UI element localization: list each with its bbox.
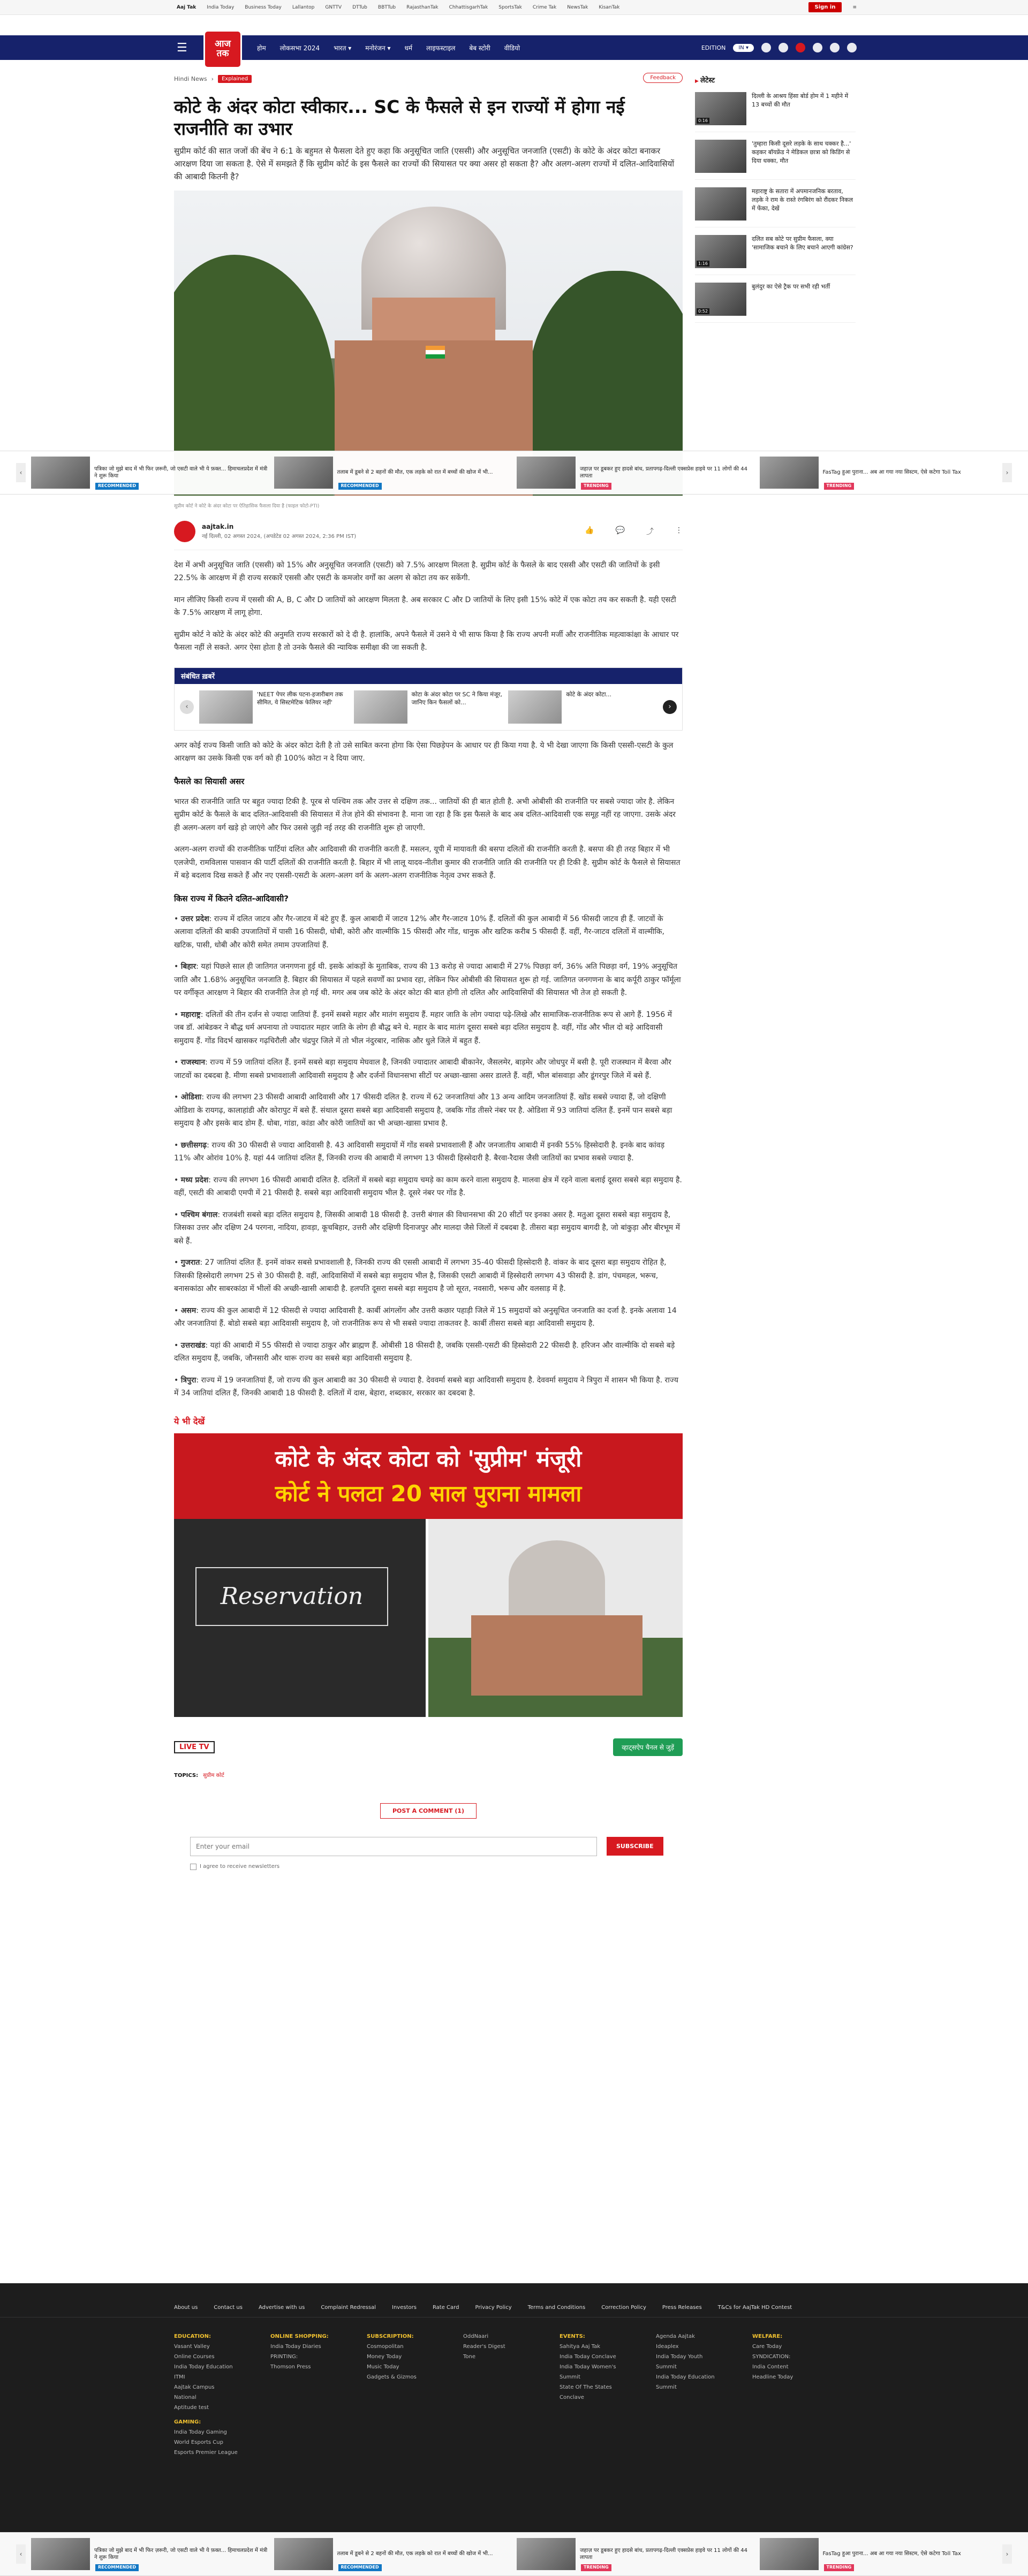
state-name: उत्तर प्रदेश — [180, 914, 209, 923]
footer-item[interactable]: Sahitya Aaj Tak — [560, 2344, 601, 2350]
footer-item[interactable]: India Today Education — [174, 2364, 233, 2370]
footer-item[interactable]: India Today Diaries — [270, 2344, 321, 2350]
footer-column — [752, 2327, 817, 2458]
strip-prev-button[interactable]: ‹ — [16, 463, 26, 482]
sponsored-text: तलाब में डूबने से 2 बहनों की मौत, एक लड़के को रात में बच्चों की खोज में भी... — [337, 469, 493, 476]
logo-line: तक — [216, 48, 229, 59]
user-icon[interactable] — [813, 43, 822, 52]
paragraph: अगर कोई राज्य किसी जाति को कोटे के अंदर कोटा देती है तो उसे साबित करना होगा कि ऐसा पिछड़ेपन के आधार पर ही किया गया है. ये भी देखा जाएगा कि किसी एससी-एसटी के कुल आरक्षण का उसके किसी एक वर्ग को ही 100% कोटा न दे दिया जाए. — [174, 741, 674, 763]
state-text: राज्य में दलित जाटव और गैर-जाटव में बंटे हुए हैं. कुल आबादी में जाटव 12% और गैर-जाटव 10% हैं. दलितों की कुल आबादी में 56 फीसदी जाटव ही हैं. जाटवों के अलावा दलितों की बाकी उपजातियों में पासी 16 फीसदी, धोबी, कोरी और वाल्मीकि 15 फीसदी और गोंड, धानुक और खटिक करीब 5 फीसदी हैं. वहीं, गैर-जाटव दलितों में वाल्मीकि, खटिक, पासी, धोबी और कोरी समेत तमाम उपजातियां हैं. — [174, 914, 664, 949]
topics — [174, 1771, 683, 1779]
related-headline: कोटा के अंदर कोटा पर SC ने किया मंजूर, जानिए किन फैसलों को... — [411, 690, 502, 706]
recommended-badge: RECOMMENDED — [95, 2564, 139, 2571]
topics-label: TOPICS: — [174, 1772, 199, 1779]
aajtak-logo[interactable] — [203, 30, 242, 69]
nav-item-lifestyle[interactable]: लाइफस्टाइल — [426, 44, 456, 52]
source-name[interactable]: aajtak.in — [202, 523, 234, 530]
nav-item-entertainment[interactable]: मनोरंजन ▾ — [365, 44, 391, 52]
comment-icon[interactable]: 💬 — [615, 526, 625, 535]
state-paragraph: • राजस्थान: राज्य में 59 जातियां दलित हैं. इनमें सबसे बड़ा समुदाय मेघवाल है, जिनकी ज्यादातर आबादी बीकानेर, जैसलमेर, बाड़मेर और जोधपुर में बसी है. पूरी राजस्थान में बैरवा और जाटवों का दबदबा है. मीणा सबसे प्रभावशाली आदिवासी समुदाय है और दर्जनों विधानसभा सीटों पर अच्छा-खासा असर डालते हैं. वहीं, भील बांसवाड़ा और डूंगरपुर जिले में बसे हैं. — [174, 1058, 671, 1080]
source-avatar — [174, 521, 195, 542]
latest-item[interactable] — [695, 283, 856, 323]
footer-item[interactable]: India Today Gaming — [174, 2429, 227, 2435]
network-link[interactable]: DTTub — [352, 4, 367, 10]
latest-thumbnail — [695, 235, 746, 268]
sponsored-card[interactable] — [31, 455, 269, 490]
edition-label: EDITION — [701, 44, 726, 51]
footer-column — [270, 2327, 335, 2458]
footer-item[interactable]: India Content — [752, 2364, 789, 2370]
footer-item[interactable]: State Of The States Conclave — [560, 2384, 612, 2400]
state-name: पश्चिम बंगाल — [180, 1210, 218, 1219]
state-paragraph: • त्रिपुरा: राज्य में 19 जनजातियां हैं, जो राज्य की कुल आबादी का 30 फीसदी से ज्यादा है. देववर्मा सबसे बड़ा आदिवासी समुदाय है. देववर्मा समुदाय ने त्रिपुरा में शासन भी किया है. राज्य में 34 जातियां दलित हैं, जिनकी आबादी 18 फीसदी है. दलितों में दास, बेहारा, शब्दकार, सरकार का दबदबा है. — [174, 1376, 678, 1397]
sponsored-card[interactable] — [760, 2537, 997, 2571]
footer-columns — [0, 2317, 1028, 2458]
state-text: यहां की आबादी में 55 फीसदी से ज्यादा ठाकुर और ब्राह्मण हैं. ओबीसी 18 फीसदी है, जबकि एससी-एसटी की हिस्सेदारी 22 फीसदी है. हरिजन और वाल्मीकि दो सबसे बड़े दलित समुदाय हैं, जबकि, जौनसारी और थारू राज्य का सबसे बड़ा आदिवासी समुदाय है. — [174, 1341, 675, 1363]
sponsored-card[interactable] — [274, 455, 512, 490]
sponsored-strip-bottom — [0, 2532, 1028, 2576]
footer-item[interactable]: Tone — [463, 2354, 476, 2360]
latest-headline: महाराष्ट्र के सतारा में अपमानजनिक बरताव, लड़के ने राम के रास्ते रंगबिरंग को रौंदकर निकल में फेंका, देखें — [752, 188, 853, 212]
states-list — [174, 913, 683, 1400]
network-link[interactable]: GNTTV — [325, 4, 342, 10]
video-duration: 1:16 — [697, 261, 709, 267]
menu-icon[interactable]: ≡ — [852, 4, 857, 10]
explainer-badge[interactable]: Explained — [218, 75, 252, 83]
feedback-button[interactable]: Feedback — [643, 73, 683, 83]
article-column — [174, 75, 683, 1870]
footer-item[interactable]: Online Courses — [174, 2354, 215, 2360]
latest-headline: बुलंदुर का ऐसे ट्रैक पर सभी रही भर्ती — [752, 283, 830, 290]
paragraph: मान लीजिए किसी राज्य में एससी की A, B, C और D जातियों को आरक्षण मिलता है. अब सरकार C और D जातियों के लिए इसी 15% कोटे में एक कोटा तय कर सकती है. यही एसटी के 7.5% आरक्षण में लागू होगा. — [174, 595, 676, 617]
footer-link[interactable]: Press Releases — [662, 2305, 702, 2311]
footer-item[interactable]: Aajtak Campus National — [174, 2384, 215, 2400]
sponsored-card[interactable] — [31, 2537, 269, 2571]
search-icon[interactable] — [761, 43, 771, 52]
sponsored-thumbnail — [274, 2538, 333, 2570]
sponsored-thumbnail — [517, 457, 576, 489]
paragraph: भारत की राजनीति जाति पर बहुत ज्यादा टिकी है. पूरब से पश्चिम तक और उत्तर से दक्षिण तक... जातियों की ही बात होती है. अभी ओबीसी की राजनीति पर सबसे ज्यादा जोर है. लेकिन सुप्रीम कोर्ट के फैसले के बाद दलित-आदिवासी की सियासत में तेज होने की संभावना है. माना जा रहा है कि इस फैसले के बाद अब दलित-आदिवासी एक समूह नहीं रह जाएगा. उसके अंदर ही अलग-अलग वर्ग खड़े हो जाएंगे और फिर उससे जुड़ी नई तरह की राजनीति शुरू हो जाएगी. — [174, 797, 676, 832]
live-tv-icon[interactable] — [796, 43, 805, 52]
state-name: गुजरात — [180, 1258, 200, 1267]
promo-banner — [174, 1433, 683, 1519]
related-stories — [174, 667, 683, 731]
article-standfirst: सुप्रीम कोर्ट की सात जजों की बेंच ने 6:1 के बहुमत से फैसला देते हुए कहा कि अनुसूचित जाति (एससी) और अनुसूचित जनजाति (एसटी) के कोटे के अंदर कोटा बनाकर आरक्षण दिया जा सकता है. ऐसे में समझते हैं कि सुप्रीम कोर्ट के इस फैसले का राज्यों की सियासत पर क्या असर हो सकता है? और अलग-अलग राज्यों में दलित-आदिवासियों की आबादी कितनी है? — [174, 146, 675, 181]
network-link[interactable]: BBTTub — [377, 4, 396, 10]
related-thumbnail — [199, 690, 253, 724]
related-title: संबंधित ख़बरें — [175, 668, 682, 684]
more-icon[interactable]: ⋮ — [675, 526, 683, 535]
sponsored-text: तलाब में डूबने से 2 बहनों की मौत, एक लड़के को रात में बच्चों की खोज में भी... — [337, 2551, 493, 2557]
footer-link[interactable]: Correction Policy — [601, 2305, 646, 2311]
sponsored-text: FasTag हुआ पुराना... अब आ गया नया सिस्टम, ऐसे कटेगा Toll Tax — [822, 2551, 961, 2557]
state-name: महाराष्ट्र — [180, 1010, 201, 1019]
sponsored-thumbnail — [760, 2538, 819, 2570]
footer-column — [367, 2327, 431, 2458]
network-link[interactable]: Aaj Tak — [177, 4, 196, 10]
footer-item[interactable]: ITMI — [174, 2374, 185, 2380]
whatsapp-channel-button[interactable]: व्हाट्सऐप चैनल से जुड़ें — [613, 1738, 683, 1756]
share-bar — [585, 526, 683, 537]
network-link[interactable]: RajasthanTak — [406, 4, 439, 10]
state-name: राजस्थान — [180, 1058, 205, 1067]
state-paragraph: • मध्य प्रदेश: राज्य की लगभग 16 फीसदी आबादी दलित है. दलितों में सबसे बड़ा समुदाय चमड़े का काम करने वाला समुदाय है. मालवा क्षेत्र में रहने वाला बलाई दूसरा सबसे बड़ा समुदाय है. वहीं, एसटी की आबादी एमपी में 21 फीसदी है. सबसे बड़ा आदिवासी समुदाय भील है. दूसरे नंबर पर गोंड है. — [174, 1175, 682, 1197]
sponsored-thumbnail — [274, 457, 333, 489]
network-link[interactable]: ChhattisgarhTak — [449, 4, 488, 10]
footer-link[interactable]: T&Cs for AajTak HD Contest — [717, 2305, 792, 2311]
publish-date: नई दिल्ली, 02 अगस्त 2024, (अपडेटेड 02 अगस्त 2024, 2:36 PM IST) — [202, 534, 357, 539]
sponsored-thumbnail — [31, 2538, 90, 2570]
sponsored-card[interactable] — [517, 455, 754, 490]
sign-in-button[interactable]: Sign in — [808, 2, 842, 12]
nav-items — [257, 43, 520, 52]
promo-left-image — [174, 1519, 426, 1717]
state-name: त्रिपुरा — [180, 1376, 196, 1385]
live-tv-button[interactable]: LIVE TV — [174, 1741, 215, 1753]
paragraph: सुप्रीम कोर्ट ने कोटे के अंदर कोटे की अनुमति राज्य सरकारों को दे दी है. हालांकि, अपने फैसले में उसने ये भी साफ किया है कि राज्य अपनी मर्जी और राजनीतिक महत्वाकांक्षा के आधार पर फैसला नहीं ले सकते. अगर ऐसा होता है तो उनके फैसले की न्यायिक समीक्षा की जा सकती है. — [174, 630, 679, 652]
state-text: राज्य की लगभग 16 फीसदी आबादी दलित है. दलितों में सबसे बड़ा समुदाय चमड़े का काम करने वाला समुदाय है. मालवा क्षेत्र में रहने वाला बलाई दूसरा सबसे बड़ा समुदाय है. वहीं, एसटी की आबादी एमपी में 21 फीसदी है. सबसे बड़ा आदिवासी समुदाय भील है. दूसरे नंबर पर गोंड है. — [174, 1175, 682, 1197]
hamburger-icon[interactable]: ☰ — [177, 41, 187, 55]
sponsored-card[interactable] — [274, 2537, 512, 2571]
like-icon[interactable]: 👍 — [585, 526, 594, 535]
promo-video[interactable] — [174, 1433, 683, 1717]
email-input[interactable] — [190, 1837, 597, 1856]
related-thumbnail — [354, 690, 407, 724]
share-icon[interactable] — [847, 43, 857, 52]
footer-item[interactable]: India Today Women's Summit — [560, 2364, 616, 2380]
sponsored-thumbnail — [517, 2538, 576, 2570]
strip-prev-button[interactable]: ‹ — [16, 2544, 26, 2564]
related-carousel — [175, 684, 682, 730]
related-headline: कोटे के अंदर कोटा... — [566, 690, 612, 698]
network-strip — [0, 0, 1028, 15]
footer-item[interactable]: India Today Conclave — [560, 2354, 616, 2360]
sponsored-text: पत्रिका जो मुझे बाद में भी फिर ज़रूरी, जो एसटी वाले भी ये फ़क्त... हिमाचलप्रदेश में मंत्री ने शुरू किया — [94, 466, 268, 479]
footer-column — [656, 2327, 720, 2458]
state-paragraph: • उत्तर प्रदेश: राज्य में दलित जाटव और गैर-जाटव में बंटे हुए हैं. कुल आबादी में जाटव 12% और गैर-जाटव 10% हैं. दलितों की कुल आबादी में 56 फीसदी जाटव ही हैं. जाटवों के अलावा दलितों की बाकी उपजातियों में पासी 16 फीसदी, धोबी, कोरी और वाल्मीकि 15 फीसदी और गोंड, धानुक और खटिक करीब 5 फीसदी हैं. वहीं, गैर-जाटव दलितों में वाल्मीकि, खटिक, पासी, धोबी और कोरी समेत तमाम उपजातियां हैं. — [174, 914, 664, 949]
footer-column-heading: EDUCATION: — [174, 2334, 211, 2339]
footer-item[interactable]: Headline Today — [752, 2374, 793, 2380]
state-text: राजबंशी सबसे बड़ा दलित समुदाय है, जिसकी आबादी 18 फीसदी है. उत्तरी बंगाल की विधानसभा की 20 सीटों पर इनका असर है. मतुआ दूसरा सबसे बड़ा समुदाय है, जिसका उत्तर और दक्षिण 24 परगना, नादिया, हावड़ा, कूचबिहार, उत्तरी और दक्षिणी दिनाजपुर और मालदा जैसे जिलों में दबदबा है. तीसरा बड़ा समुदाय बागदी है, जो बांकुड़ा और बीरभूम में बसे हैं. — [174, 1210, 680, 1245]
carousel-prev-button[interactable]: ‹ — [180, 700, 194, 714]
sponsored-text: पत्रिका जो मुझे बाद में भी फिर ज़रूरी, जो एसटी वाले भी ये फ़क्त... हिमाचलप्रदेश में मंत्री ने शुरू किया — [94, 2547, 268, 2560]
state-text: 27 जातियां दलित हैं. इनमें वांकर सबसे प्रभावशाली है, जिनकी राज्य की एससी आबादी में लगभग 35-40 फीसदी हिस्सेदारी है. वांकर के बाद दूसरा बड़ा समुदाय रोहित है, जिसकी हिस्सेदारी लगभग 25 से 30 फीसदी है. वहीं, आदिवासियों में सबसे बड़ा समुदाय भील है, जिसकी एसटी आबादी में हिस्सेदारी लगभग 43 फीसदी है. डांग, पंचमहल, भरूच, बनासकांठा और साबरकांठा में भीलों की अच्छी-खासी आबादी है. हलपति दूसरा सबसे बड़ा समुदाय है जो सूरत, नवसारी, भरूच और वलसाड़ में है. — [174, 1258, 667, 1293]
state-name: मध्य प्रदेश — [180, 1175, 209, 1184]
footer-item[interactable]: India Today Youth Summit — [656, 2354, 703, 2370]
footer-link[interactable]: Rate Card — [432, 2305, 459, 2311]
footer-column — [463, 2327, 527, 2458]
state-paragraph: • बिहार: यहां पिछले साल ही जातिगत जनगणना हुई थी. इसके आंकड़ों के मुताबिक, राज्य की 13 करोड़ से ज्यादा आबादी में 27% पिछड़ा वर्ग, 36% अति पिछड़ा वर्ग, 19% अनुसूचित जाति और 1.68% अनुसूचित जनजाति है. बिहार की सियासत में पहले सवर्णों का प्रभाव रहा, लेकिन फिर ओबीसी की सियासत शुरू हो गई. जातिगत जनगणना के बाद कर्पूरी ठाकुर फॉर्मूला पर वर्गीकृत आरक्षण ने बिहार की राजनीति तेज हो गई थी. मगर अब जब कोटे के अंदर कोटा की बात होगी तो दलित और आदिवासियों की सियासत भी तेज हो सकती है. — [174, 962, 681, 997]
article-body — [174, 559, 683, 1870]
breadcrumb — [174, 75, 683, 83]
topic-tag[interactable]: सुप्रीम कोर्ट — [203, 1772, 224, 1779]
footer-link[interactable]: About us — [174, 2305, 198, 2311]
section-heading: फैसले का सियासी असर — [174, 776, 245, 786]
network-link[interactable]: SportsTak — [498, 4, 522, 10]
court-dome — [509, 1540, 605, 1621]
footer-link[interactable]: Terms and Conditions — [527, 2305, 586, 2311]
footer-column-heading: GAMING: — [174, 2419, 201, 2425]
paragraph: अलग-अलग राज्यों की राजनीतिक पार्टियां दलित और आदिवासी की राजनीति करती हैं. मसलन, यूपी में मायावती की बसपा दलितों की राजनीति करती है. बसपा की ही तरह बिहार में भी एलजेपी, रामविलास पासवान की पार्टी दलितों की राजनीति करती है. बिहार में भी लालू यादव-नीतीश कुमार की राजनीति जाति की राजनीति पर ही टिकी है. सुप्रीम कोर्ट के फैसले से सियासत में बड़े बदलाव दिख सकते हैं और नए एससी-एसटी के अलग-अलग वर्ग के अलग-अलग राजनीतिक नेतृत्व उभर सकते हैं. — [174, 845, 681, 880]
state-text: राज्य की कुल आबादी में 12 फीसदी से ज्यादा आदिवासी है. कार्बी आंगलोंग और उत्तरी कछार पहाड़ी जिले में 15 समुदायों को अनुसूचित जनजाति का दर्जा है. इनके अलावा 14 और जनजातियां हैं. बोडो सबसे बड़ा आदिवासी समुदाय है, जो राजनीतिक रूप से भी सबसे ज्यादा ताकतवर है. कार्बी तीसरा सबसे बड़ा आदिवासी समुदाय है. — [174, 1306, 677, 1328]
nav-item-video[interactable]: वीडियो — [504, 44, 520, 52]
nav-item-religion[interactable]: धर्म — [404, 44, 413, 52]
footer-item[interactable]: Music Today — [367, 2364, 399, 2370]
footer-item[interactable]: Money Today — [367, 2354, 402, 2360]
state-paragraph: • महाराष्ट्र: दलितों की तीन दर्जन से ज्यादा जातियां हैं. इनमें सबसे महार और मातंग समुदाय हैं. महार जाति के लोग ज्यादा पढ़े-लिखे और सामाजिक-राजनीतिक रूप से आगे हैं. 1956 में जब डॉ. आंबेडकर ने बौद्ध धर्म अपनाया तो ज्यादातर महार जाति के लोग ही बौद्ध बने थे. महार के बाद मातंग दूसरा सबसे बड़ा दलित समुदाय है. वहीं, गोंड और भील दो बड़े आदिवासी समुदाय हैं. गोंड विदर्भ खासकर गढ़चिरौली और चंद्रपुर जिले में तो भील नंदुरबार, नासिक और धुले जिले में बहुत हैं. — [174, 1010, 672, 1045]
logo-line: आज — [215, 39, 231, 50]
footer-item[interactable]: Thomson Press — [270, 2364, 311, 2370]
latest-sidebar — [695, 75, 856, 323]
network-link[interactable]: Business Today — [245, 4, 282, 10]
state-text: राज्य में 59 जातियां दलित हैं. इनमें सबसे बड़ा समुदाय मेघवाल है, जिनकी ज्यादातर आबादी बीकानेर, जैसलमेर, बाड़मेर और जोधपुर में बसी है. पूरी राजस्थान में बैरवा और जाटवों का दबदबा है. मीणा सबसे प्रभावशाली आदिवासी समुदाय है और दर्जनों विधानसभा सीटों पर अच्छा-खासा असर डालते हैं. वहीं, भील बांसवाड़ा और डूंगरपुर जिले में बसे हैं. — [174, 1058, 671, 1080]
carousel-next-button[interactable]: › — [663, 700, 677, 714]
newsletter-form — [190, 1837, 683, 1856]
byline-text — [202, 523, 356, 539]
related-card[interactable] — [199, 690, 349, 724]
court-building — [471, 1615, 642, 1696]
footer-column-heading: ONLINE SHOPPING: — [270, 2334, 329, 2339]
footer-link[interactable]: Contact us — [214, 2305, 243, 2311]
related-headline: 'NEET पेपर लीक पटना-हजारीबाग तक सीमित, ये सिस्टमेटिक फेलियर नहीं' — [257, 690, 343, 706]
network-link[interactable]: India Today — [207, 4, 235, 10]
trending-badge: TRENDING — [581, 483, 611, 490]
breadcrumb-home[interactable]: Hindi News — [174, 75, 207, 82]
latest-thumbnail — [695, 140, 746, 173]
state-paragraph: • असम: राज्य की कुल आबादी में 12 फीसदी से ज्यादा आदिवासी है. कार्बी आंगलोंग और उत्तरी कछार पहाड़ी जिले में 15 समुदायों को अनुसूचित जनजाति का दर्जा है. इनके अलावा 14 और जनजातियां हैं. बोडो सबसे बड़ा आदिवासी समुदाय है, जो राजनीतिक रूप से भी सबसे ज्यादा ताकतवर है. कार्बी तीसरा सबसे बड़ा आदिवासी समुदाय है. — [174, 1306, 677, 1328]
watch-row — [174, 1738, 683, 1756]
network-link[interactable]: Lallantop — [292, 4, 315, 10]
footer-item[interactable]: Cosmopolitan — [367, 2344, 404, 2350]
trending-badge: TRENDING — [824, 483, 855, 490]
chevron-right-icon: › — [211, 75, 214, 82]
latest-item[interactable] — [695, 235, 856, 275]
related-card[interactable] — [508, 690, 657, 724]
latest-headline: 'तुम्हारा किसी दूसरे लड़के के साथ चक्कर है...' कहकर बॉयफ्रेंड ने मेडिकल छात्रा को किडिंग से दिया धक्का, मौत — [752, 140, 851, 164]
footer-item[interactable]: Vasant Valley — [174, 2344, 210, 2350]
promo-right-image — [428, 1519, 683, 1717]
network-link[interactable]: NewsTak — [567, 4, 588, 10]
latest-thumbnail — [695, 187, 746, 221]
sponsored-text: FasTag हुआ पुराना... अब आ गया नया सिस्टम, ऐसे कटेगा Toll Tax — [822, 469, 961, 476]
footer-column — [560, 2327, 624, 2458]
sponsored-thumbnail — [760, 457, 819, 489]
footer-item[interactable]: Ideaplex — [656, 2344, 679, 2350]
state-paragraph: • गुजरात: 27 जातियां दलित हैं. इनमें वांकर सबसे प्रभावशाली है, जिनकी राज्य की एससी आबादी में लगभग 35-40 फीसदी हिस्सेदारी है. वांकर के बाद दूसरा बड़ा समुदाय रोहित है, जिसकी हिस्सेदारी लगभग 25 से 30 फीसदी है. वहीं, आदिवासियों में सबसे बड़ा समुदाय भील है, जिसकी एसटी आबादी में हिस्सेदारी लगभग 43 फीसदी है. डांग, पंचमहल, भरूच, बनासकांठा और साबरकांठा में भीलों की अच्छी-खासी आबादी है. हलपति दूसरा सबसे बड़ा समुदाय है जो सूरत, नवसारी, भरूच और वलसाड़ में है. — [174, 1258, 667, 1293]
see-also-label: ये भी देखें — [174, 1416, 205, 1426]
footer-item[interactable]: Esports Premier League — [174, 2450, 238, 2456]
footer-link[interactable]: Advertise with us — [258, 2305, 305, 2311]
state-text: राज्य की लगभग 23 फीसदी आबादी आदिवासी और 17 फीसदी दलित है. राज्य में 62 जनजातियां और 13 अन्य आदिम जनजातियां हैं. खोंड सबसे ज्यादा हैं, जो दक्षिणी ओडिशा के रायगढ़, कालाहांडी और कोरापुट में बसे हैं. संथाल दूसरा सबसे बड़ा आदिवासी समुदाय है, जबकि गोंड तीसरे नंबर पर है. ओडिशा में 93 जातियां दलित हैं. इनमें पान सबसे बड़ा समुदाय है और इसके बाद डोम हैं. धोबा, गांडा, कांडा और कोरी जातियों का भी अच्छा-खासा प्रभाव है. — [174, 1093, 672, 1128]
footer-item[interactable]: Gadgets & Gizmos — [367, 2374, 417, 2380]
footer-item[interactable]: Reader's Digest — [463, 2344, 505, 2350]
footer-item[interactable]: Agenda Aajtak — [656, 2334, 695, 2339]
related-card[interactable] — [354, 690, 503, 724]
nav-right — [701, 43, 857, 52]
footer-link[interactable]: Investors — [392, 2305, 417, 2311]
footer-item[interactable]: OddNaari — [463, 2334, 489, 2339]
post-comment-button[interactable]: POST A COMMENT (1) — [380, 1803, 477, 1819]
article-title: कोटे के अंदर कोटा स्वीकार... SC के फैसले से इन राज्यों में होगा नई राजनीति का उभार — [174, 96, 625, 140]
state-text: यहां पिछले साल ही जातिगत जनगणना हुई थी. इसके आंकड़ों के मुताबिक, राज्य की 13 करोड़ से ज्यादा आबादी में 27% पिछड़ा वर्ग, 36% अति पिछड़ा वर्ग, 19% अनुसूचित जाति और 1.68% अनुसूचित जनजाति है. बिहार की सियासत में पहले सवर्णों का प्रभाव रहा, लेकिन फिर ओबीसी की सियासत शुरू हो गई. जातिगत जनगणना के बाद कर्पूरी ठाकुर फॉर्मूला पर वर्गीकृत आरक्षण ने बिहार की राजनीति तेज हो गई थी. मगर अब जब कोटे के अंदर कोटा की बात होगी तो दलित और आदिवासियों की सियासत भी तेज हो सकती है. — [174, 962, 681, 997]
consent-label: I agree to receive newsletters — [200, 1864, 280, 1870]
state-text: राज्य में 19 जनजातियां हैं, जो राज्य की कुल आबादी का 30 फीसदी से ज्यादा है. देववर्मा सबसे बड़ा आदिवासी समुदाय है. देववर्मा समुदाय ने त्रिपुरा में शासन भी किया है. राज्य में 34 जातियां दलित हैं, जिनकी आबादी 18 फीसदी है. दलितों में दास, बेहारा, शब्दकार, सरकार का दबदबा है. — [174, 1376, 678, 1397]
promo-line: कोटे के अंदर कोटा को 'सुप्रीम' मंजूरी — [275, 1445, 582, 1472]
recommended-badge: RECOMMENDED — [338, 483, 382, 490]
flag-icon — [426, 346, 445, 359]
strip-next-button[interactable]: › — [1002, 463, 1012, 482]
latest-item[interactable] — [695, 140, 856, 180]
image-caption: सुप्रीम कोर्ट ने कोटे के अंदर कोटा पर ऐतिहासिक फैसला दिया है (फाइल फोटो-PTI) — [174, 503, 320, 509]
recommended-badge: RECOMMENDED — [338, 2564, 382, 2571]
nav-item-loksabha[interactable]: लोकसभा 2024 — [279, 44, 320, 52]
main-nav — [0, 35, 1028, 60]
footer-item[interactable]: World Esports Cup — [174, 2440, 223, 2445]
bell-icon[interactable] — [778, 43, 788, 52]
state-name: बिहार — [180, 962, 196, 971]
footer-item[interactable]: SYNDICATION: — [752, 2354, 791, 2360]
state-paragraph: • ओडिशा: राज्य की लगभग 23 फीसदी आबादी आदिवासी और 17 फीसदी दलित है. राज्य में 62 जनजातियां और 13 अन्य आदिम जनजातियां हैं. खोंड सबसे ज्यादा हैं, जो दक्षिणी ओडिशा के रायगढ़, कालाहांडी और कोरापुट में बसे हैं. संथाल दूसरा सबसे बड़ा आदिवासी समुदाय है, जबकि गोंड तीसरे नंबर पर है. ओडिशा में 93 जातियां दलित हैं. इनमें पान सबसे बड़ा समुदाय है और इसके बाद डोम हैं. धोबा, गांडा, कांडा और कोरी जातियों का भी अच्छा-खासा प्रभाव है. — [174, 1093, 672, 1128]
related-thumbnail — [508, 690, 562, 724]
edition-select[interactable]: IN ▾ — [733, 44, 754, 52]
nav-item-india[interactable]: भारत ▾ — [334, 44, 352, 52]
footer-item[interactable]: Aptitude test — [174, 2405, 209, 2411]
sponsored-card[interactable] — [760, 455, 997, 490]
footer-column-heading: SUBSCRIPTION: — [367, 2334, 414, 2339]
subscribe-button[interactable]: SUBSCRIBE — [607, 1837, 663, 1856]
hero-image — [174, 191, 683, 496]
nav-item-home[interactable]: होम — [257, 44, 266, 52]
sponsored-strip — [0, 451, 1028, 495]
video-duration: 0:16 — [697, 118, 709, 124]
state-text: राज्य की 30 फीसदी से ज्यादा आदिवासी है. 43 आदिवासी समुदायों में गोंड सबसे प्रभावशाली हैं और जनजातीय आबादी में इनकी 55% हिस्सेदारी है. इनके बाद कांवड़ 11% और ओरांव 10% है. यहां 44 जातियां दलित हैं, जिनकी राज्य की आबादी में लगभग 13 फीसदी हिस्सेदारी है. बैरवा-रैदास जैसी जातियों का प्रभाव सबसे ज्यादा है. — [174, 1141, 665, 1162]
state-name: असम — [180, 1306, 196, 1315]
latest-headline: दलित सब कोटे पर सुप्रीम फैसला, क्या 'सामाजिक बचाने के लिए बचाने आएगी कांग्रेस? — [752, 235, 853, 251]
sponsored-thumbnail — [31, 457, 90, 489]
trending-badge: TRENDING — [824, 2564, 855, 2571]
network-link[interactable]: KisanTak — [599, 4, 620, 10]
latest-headline: दिल्ली के आश्रय हिंसा बोर्ड होम में 1 महीने में 13 बच्चों की मौत — [752, 93, 849, 108]
footer-column-heading: EVENTS: — [560, 2334, 585, 2339]
sponsored-text: जहाज़ पर डूबकर हुए हादसे बांध, प्रतापगढ़-दिल्ली एक्सप्रेस हाइवे पर 11 लोगों की 44 लापता — [580, 466, 747, 479]
state-text: दलितों की तीन दर्जन से ज्यादा जातियां हैं. इनमें सबसे महार और मातंग समुदाय हैं. महार जाति के लोग ज्यादा पढ़े-लिखे और सामाजिक-राजनीतिक रूप से आगे हैं. 1956 में जब डॉ. आंबेडकर ने बौद्ध धर्म अपनाया तो ज्यादातर महार जाति के लोग ही बौद्ध बने थे. महार के बाद मातंग दूसरा सबसे बड़ा दलित समुदाय है. वहीं, गोंड और भील दो बड़े आदिवासी समुदाय हैं. गोंड विदर्भ खासकर गढ़चिरौली और चंद्रपुर जिले में तो भील नंदुरबार, नासिक और धुले जिले में बहुत हैं. — [174, 1010, 672, 1045]
byline — [174, 521, 683, 550]
footer-item[interactable]: Care Today — [752, 2344, 782, 2350]
trending-badge: TRENDING — [581, 2564, 611, 2571]
sponsored-text: जहाज़ पर डूबकर हुए हादसे बांध, प्रतापगढ़-दिल्ली एक्सप्रेस हाइवे पर 11 लोगों की 44 लापता — [580, 2547, 747, 2560]
footer-link[interactable]: Complaint Redressal — [321, 2305, 376, 2311]
promo-board: Reservation — [195, 1567, 388, 1626]
sponsored-card[interactable] — [517, 2537, 754, 2571]
consent-checkbox[interactable] — [190, 1864, 196, 1870]
footer-link[interactable]: Privacy Policy — [475, 2305, 512, 2311]
strip-next-button[interactable]: › — [1002, 2544, 1012, 2564]
newsletter-consent — [190, 1864, 683, 1870]
state-name: उत्तराखंड — [180, 1341, 206, 1350]
state-paragraph: • उत्तराखंड: यहां की आबादी में 55 फीसदी से ज्यादा ठाकुर और ब्राह्मण हैं. ओबीसी 18 फीसदी है, जबकि एससी-एसटी की हिस्सेदारी 22 फीसदी है. हरिजन और वाल्मीकि दो सबसे बड़े दलित समुदाय हैं, जबकि, जौनसारी और थारू राज्य का सबसे बड़ा आदिवासी समुदाय है. — [174, 1341, 675, 1363]
flag-icon[interactable] — [830, 43, 840, 52]
latest-item[interactable] — [695, 92, 856, 132]
state-name: छत्तीसगढ़ — [180, 1141, 207, 1150]
nav-item-webstory[interactable]: बेब स्टोरी — [469, 44, 490, 52]
latest-thumbnail — [695, 283, 746, 316]
state-name: ओडिशा — [180, 1093, 202, 1101]
footer-item[interactable]: PRINTING: — [270, 2354, 298, 2360]
latest-item[interactable] — [695, 187, 856, 227]
state-paragraph: • छत्तीसगढ़: राज्य की 30 फीसदी से ज्यादा आदिवासी है. 43 आदिवासी समुदायों में गोंड सबसे प्रभावशाली हैं और जनजातीय आबादी में इनकी 55% हिस्सेदारी है. इनके बाद कांवड़ 11% और ओरांव 10% है. यहां 44 जातियां दलित हैं, जिनकी राज्य की आबादी में लगभग 13 फीसदी हिस्सेदारी है. बैरवा-रैदास जैसी जातियों का प्रभाव सबसे ज्यादा है. — [174, 1141, 665, 1162]
network-link[interactable]: Crime Tak — [532, 4, 557, 10]
footer-column — [174, 2327, 238, 2458]
state-paragraph: • पश्चिम बंगाल: राजबंशी सबसे बड़ा दलित समुदाय है, जिसकी आबादी 18 फीसदी है. उत्तरी बंगाल की विधानसभा की 20 सीटों पर इनका असर है. मतुआ दूसरा सबसे बड़ा समुदाय है, जिसका उत्तर और दक्षिण 24 परगना, नादिया, हावड़ा, कूचबिहार, उत्तरी और दक्षिणी दिनाजपुर और मालदा जैसे जिलों में दबदबा है. तीसरा बड़ा समुदाय बागदी है, जो बांकुड़ा और बीरभूम में बसे हैं. — [174, 1210, 680, 1245]
footer-column-heading: WELFARE: — [752, 2334, 783, 2339]
latest-title: ▶ लेटेस्ट — [695, 75, 856, 85]
share-icon[interactable]: ⤴ — [646, 527, 654, 536]
latest-thumbnail — [695, 92, 746, 125]
footer-links — [0, 2283, 1028, 2317]
footer-item[interactable]: India Today Education Summit — [656, 2374, 715, 2390]
section-heading: किस राज्य में कितने दलित-आदिवासी? — [174, 893, 289, 903]
video-duration: 0:52 — [697, 308, 709, 314]
promo-line: कोर्ट ने पलटा 20 साल पुराना मामला — [275, 1480, 582, 1507]
recommended-badge: RECOMMENDED — [95, 483, 139, 490]
paragraph: देश में अभी अनुसूचित जाति (एससी) को 15% और अनुसूचित जनजाति (एसटी) को 7.5% आरक्षण मिलता है. सुप्रीम कोर्ट के फैसले के बाद एससी और एसटी की जातियों के इसी 22.5% के आरक्षण में ही राज्य सरकारें एससी और एसटी के कमजोर वर्गों का अलग से कोटा तय कर सकेंगी. — [174, 560, 660, 582]
